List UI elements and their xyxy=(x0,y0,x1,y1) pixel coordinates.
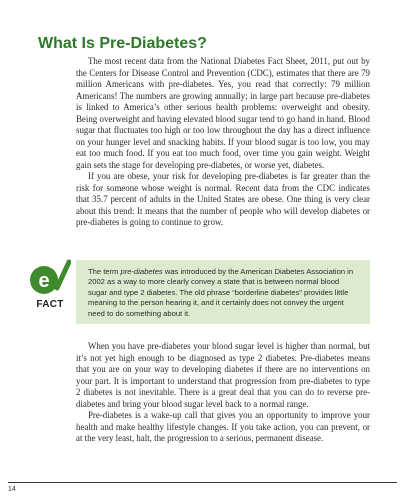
footer-rule xyxy=(8,482,397,483)
e-check-icon xyxy=(29,258,71,298)
paragraph: The most recent data from the National Diabetes Fact Sheet, 2011, put out by the Centers for Disease Control and Prevention (CDC), estimates that there are 79 million Americans with pre-diabetes. Yes, you read that correctly: 79 million Americans! The numbers are growing annually; in large part because pre-diabetes is linked to America’s other serious health problems: overweight and obesity. Being overweight and having elevated blood sugar tend to go hand in hand. Blood sugar that fluctuates too high or too low throughout the day has a direct influence on your hunger level and snacking habits. If your blood sugar is too low, you may eat too much food. If you eat too much food, over time you gain weight. Weight gain sets the stage for developing pre-diabetes, or worse yet, diabetes. xyxy=(76,56,370,170)
paragraph: If you are obese, your risk for developing pre-diabetes is far greater than the risk for someone whose weight is normal. Recent data from the CDC indicates that 35.7 percent of adults in the United States are obese. One thing is very clear about this trend: It means that the number of people who will develop diabetes or pre-diabetes is going to continue to grow. xyxy=(76,171,370,227)
body-text-bottom xyxy=(76,341,370,445)
body-text-top xyxy=(76,56,370,229)
fact-callout xyxy=(76,260,370,324)
fact-label: FACT xyxy=(36,299,64,310)
icon-letter: e xyxy=(38,270,50,292)
fact-text-end: was introduced by the American Diabetes Association in 2002 as a way to more clearly convey a state that is between normal blood sugar and type 2 diabetes. The old phrase “borderline diabetes” provides little meaning to the person hearing it, and it certainly does not convey the urgent need to do something about it. xyxy=(88,267,354,318)
section-heading: What Is Pre-Diabetes? xyxy=(38,35,207,52)
paragraph: Pre-diabetes is a wake-up call that gives you an opportunity to improve your health and make healthy lifestyle changes. If you take action, you can prevent, or at the very least, halt, the progression to a serious, permanent disease. xyxy=(76,410,370,443)
page-number: 14 xyxy=(8,486,16,493)
paragraph: When you have pre-diabetes your blood sugar level is higher than normal, but it’s not yet high enough to be diagnosed as type 2 diabetes. Pre-diabetes means that you are on your way to developing diabetes if there are no interventions on your part. It is important to understand that progression from pre-diabetes to type 2 diabetes is not inevitable. There is a great deal that you can do to reverse pre-diabetes and bring your blood sugar level back to a normal range. xyxy=(76,341,370,409)
fact-text-start: The term xyxy=(88,267,121,276)
fact-text xyxy=(88,267,360,319)
fact-badge xyxy=(28,258,72,310)
fact-term: pre-diabetes xyxy=(120,267,163,276)
